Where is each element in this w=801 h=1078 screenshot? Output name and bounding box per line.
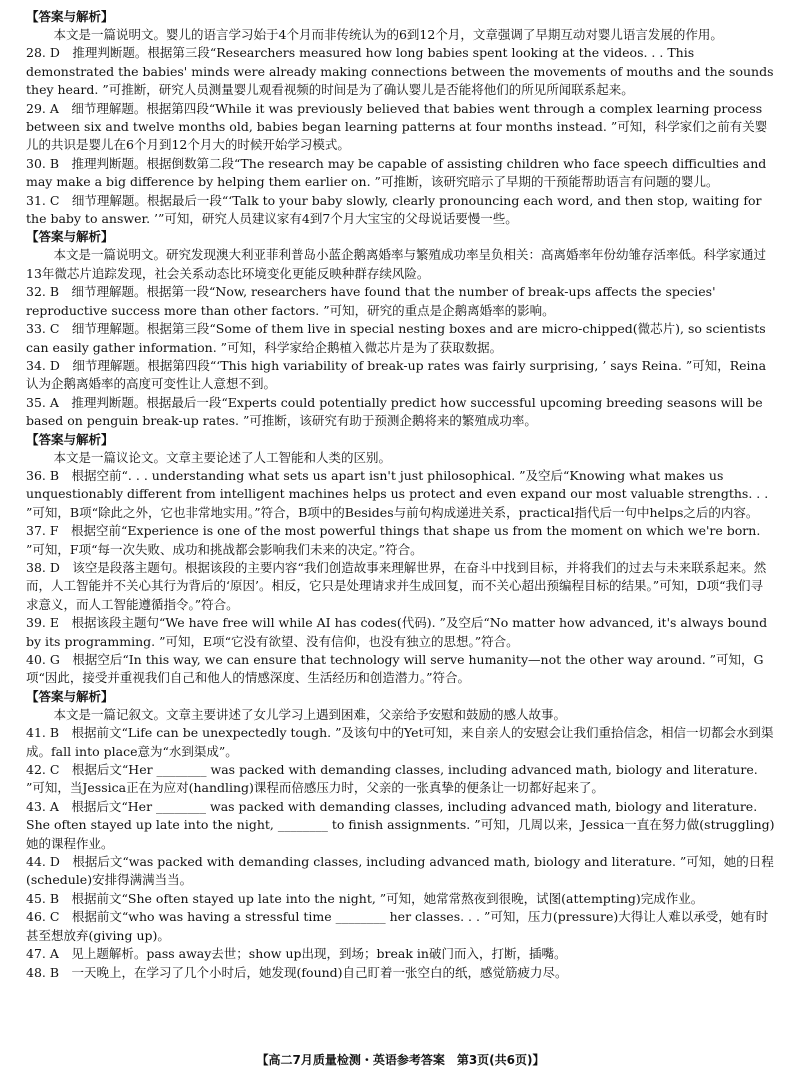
section-heading: 【答案与解析】: [26, 9, 114, 24]
answer-item-30: 30. B 推理判断题。根据倒数第二段“The research may be capable of assisting children who face speech difficulties and may make a big difference by helping them earlier on. ”可推断，该研究暗示了早期的干预能帮助语言有问题的婴儿。: [26, 155, 767, 190]
answer-item-32: 32. B 细节理解题。根据第一段“Now, researchers have found that the number of break-ups affects the species' reproductive success more than other factors. ”可知，研究的重点是企鹅离婚率的影响。: [26, 284, 716, 318]
answer-item-41: 41. B 根据前文“Life can be unexpectedly tough. ”及该句中的Yet可知，来自亲人的安慰会让我们重拾信念，相信一切都会水到渠成。fall into place意为“水到渠成”。: [26, 725, 774, 759]
answer-section-4: [26, 688, 775, 982]
section-heading: 【答案与解析】: [26, 229, 114, 245]
answer-item-35: 35. A 推理判断题。根据最后一段“Experts could potentially predict how successful upcoming breeding seasons will be based on penguin break-up rates. ”可推断，该研究有助于预测企鹅将来的繁殖成功率。: [26, 394, 763, 429]
answer-item-44: 44. D 根据后文“was packed with demanding classes, including advanced math, biology and literature. ”可知，她的日程(schedule)安排得满满当当。: [26, 854, 774, 888]
answer-item-42: 42. C 根据后文“Her ________ was packed with demanding classes, including advanced math, biology and literature. ”可知，当Jessica正在为应对(handling)课程而倍感压力时，父亲的一张真挚的便条让一切都好起来了。: [26, 762, 758, 796]
passage-summary: 本文是一篇说明文。婴儿的语言学习始于4个月而非传统认为的6到12个月，文章强调了早期互动对婴儿语言发展的作用。: [53, 27, 723, 42]
answer-item-48: 48. B 一天晚上，在学习了几个小时后，她发现(found)自己盯着一张空白的纸，感觉筋疲力尽。: [26, 964, 568, 980]
answer-item-31: 31. C 细节理解题。根据最后一段“‘Talk to your baby slowly, clearly pronouncing each word, and then stop, waiting for the baby to answer. ’”可知，研究人员建议家有4到7个月大宝宝的父母说话要慢一些。: [26, 192, 762, 227]
answer-item-46: 46. C 根据前文“who was having a stressful time ________ her classes. . . ”可知，压力(pressure)大得让人难以承受，她有时甚至想放弃(giving up)。: [26, 909, 769, 943]
passage-summary: 本文是一篇记叙文。文章主要讲述了女儿学习上遇到困难，父亲给予安慰和鼓励的感人故事。: [53, 706, 567, 722]
answer-item-28: 28. D 推理判断题。根据第三段“Researchers measured how long babies spent looking at the videos. . . This demonstrated the babies' minds were already making connections between the movements of mouths and the sounds they heard. ”可推断，研究人员测量婴儿观看视频的时间是为了确认婴儿是否能将他们的所见所闻联系起来。: [26, 45, 774, 98]
section-heading: 【答案与解析】: [26, 688, 114, 704]
answer-item-36: 36. B 根据空前“. . . understanding what sets us apart isn't just philosophical. ”及空后“Knowing what makes us unquestionably different from intelligent machines helps us protect and even expand our most valuable strengths. . . ”可知，B项“除此之外，它也非常地实用。”符合，B项中的Besides与前句构成递进关系，practical指代后一句中helps之后的内容。: [26, 467, 769, 520]
page-footer: 【高二7月质量检测・英语参考答案 第3页(共6页)】: [256, 1053, 545, 1067]
answer-item-43: 43. A 根据后文“Her ________ was packed with demanding classes, including advanced math, biology and literature. She often stayed up late into the night, ________ to finish assignments. ”可知，几周以来，Jessica一直在努力做(struggling)她的课程作业。: [26, 798, 775, 851]
passage-summary: 本文是一篇议论文。文章主要论述了人工智能和人类的区别。: [53, 449, 392, 465]
answer-item-29: 29. A 细节理解题。根据第四段“While it was previously believed that babies went through a complex learning process between six and twelve months old, babies began learning patterns at four months instead. ”可知，科学家们之前有关婴儿的共识是婴儿在6个月到12个月大的时候开始学习模式。: [26, 100, 768, 153]
answer-section-1: [26, 8, 775, 228]
passage-summary: 本文是一篇说明文。研究发现澳大利亚菲利普岛小蓝企鹅离婚率与繁殖成功率呈负相关：高离婚率年份幼雏存活率低。科学家通过13年微芯片追踪发现，社会关系动态比环境变化更能反映种群存续风险。: [26, 247, 767, 281]
answer-item-34: 34. D 细节理解题。根据第四段“‘This high variability of break-up rates was fairly surprising, ’ says Reina. ”可知，Reina认为企鹅离婚率的高度可变性让人意想不到。: [26, 357, 767, 392]
answer-item-40: 40. G 根据空后“In this way, we can ensure that technology will serve humanity—not the other way around. ”可知，G项“因此，接受并重视我们自己和他人的情感深度、生活经历和创造潜力。”符合。: [26, 652, 764, 686]
answer-item-37: 37. F 根据空前“Experience is one of the most powerful things that shape us from the moment on which we're born. ”可知，F项“每一次失败、成功和挑战都会影响我们未来的决定。”符合。: [26, 523, 761, 557]
answer-item-33: 33. C 细节理解题。根据第三段“Some of them live in special nesting boxes and are micro-chipped(微芯片), so scientists can easily gather information. ”可知，科学家给企鹅植入微芯片是为了获取数据。: [26, 321, 766, 355]
answer-item-47: 47. A 见上题解析。pass away去世；show up出现，到场；break in破门而入，打断，插嘴。: [26, 946, 567, 962]
answer-section-3: [26, 431, 775, 688]
answer-item-45: 45. B 根据前文“She often stayed up late into the night, ”可知，她常常熬夜到很晚，试图(attempting)完成作业。: [26, 890, 704, 906]
answer-item-39: 39. E 根据该段主题句“We have free will while AI has codes(代码). ”及空后“No matter how advanced, it's always bound by its programming. ”可知，E项“它没有欲望、没有信仰，也没有独立的思想。”符合。: [26, 615, 768, 649]
answer-section-2: [26, 228, 775, 430]
section-heading: 【答案与解析】: [26, 431, 114, 447]
answer-item-38: 38. D 该空是段落主题句。根据该段的主要内容“我们创造故事来理解世界，在奋斗中找到目标，并将我们的过去与未来联系起来。然而，人工智能并不关心其行为背后的‘原因’。相反，它只是处理请求并生成回复，而不关心超出预编程目标的结果。”可知，D项“我们寻求意义，而人工智能遵循指令。”符合。: [26, 559, 767, 612]
